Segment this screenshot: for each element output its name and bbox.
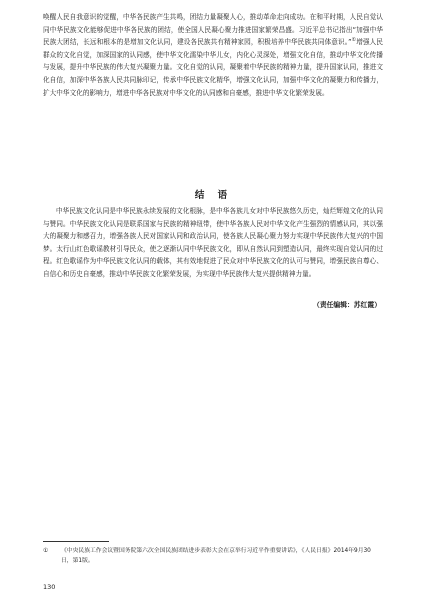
paragraph-text-part-1: 唤醒人民自我意识的觉醒，中华各民族产生共鸣，团结力量凝聚人心，推动革命走向成功。在和平时期，人民自觉认同中华民族文化能够促进中华各民族的团结，使全国人民凝心聚力推进国家繁荣昌盛。习近平总书记指出“加强中华民族大团结，长远和根本的是增加文化认同，建设各民族共有精神家园，积极培养中华民族共同体意识。”	[43, 13, 383, 47]
footnote-reference[interactable]: ①	[351, 37, 357, 43]
body-paragraph-top	[43, 11, 383, 99]
footnote-mark: ①	[43, 548, 49, 554]
footnote	[43, 546, 383, 566]
paragraph-text-part-2: 增强人民群众的文化自觉，加深国家的认同感，使中华文化濡染中华儿女，内化心灵深处，增强文化自信，推动中华文化传播与发展，提升中华民族的伟大复兴凝聚力量。文化自觉的认同，凝聚着中华民族的精神力量，提升国家认同，推进文化自信，加深中华各族人民共同脉印记，传承中华民族文化精华，增强文化认同，加强中华文化的凝聚力和传播力，扩大中华文化的影响力，增进中华各民族对中华文化的认同感和自豪感，推进中华文化繁荣发展。	[43, 38, 383, 97]
section-heading: 结 语	[194, 190, 233, 201]
page-number: 130	[43, 583, 56, 591]
footnote-divider	[43, 541, 109, 542]
conclusion-paragraph: 中华民族文化认同是中华民族永续发展的文化根脉，是中华各族儿女对中华民族悠久历史，灿烂辉煌文化的认同与赞同。中华民族文化认同是联系国家与民族的精神纽带，使中华各族人民对中华文化产生强烈的情感认同，其以强大的凝聚力和感召力，增强各族人民对国家认同和政治认同，使各族人民凝心聚力努力实现中华民族伟大复兴的中国梦。太行山红色歌谣教材引导民众，使之逐渐认同中华民族文化，即从自然认同到塑造认同，最终实现自觉认同的过程。红色歌谣作为中华民族文化认同的载体，其有效地促进了民众对中华民族文化的认可与赞同，增强民族自尊心、自信心和历史自豪感，推动中华民族文化繁荣发展，为实现中华民族伟大复兴提供精神力量。	[43, 207, 383, 278]
footnote-text: 《中央民族工作会议暨国务院第六次全国民族团结进步表彰大会在京举行习近平作重要讲话》，《人民日报》2014年9月30日，第1版。	[61, 548, 371, 564]
editor-credit: （责任编辑：苏红霞）	[313, 301, 381, 309]
